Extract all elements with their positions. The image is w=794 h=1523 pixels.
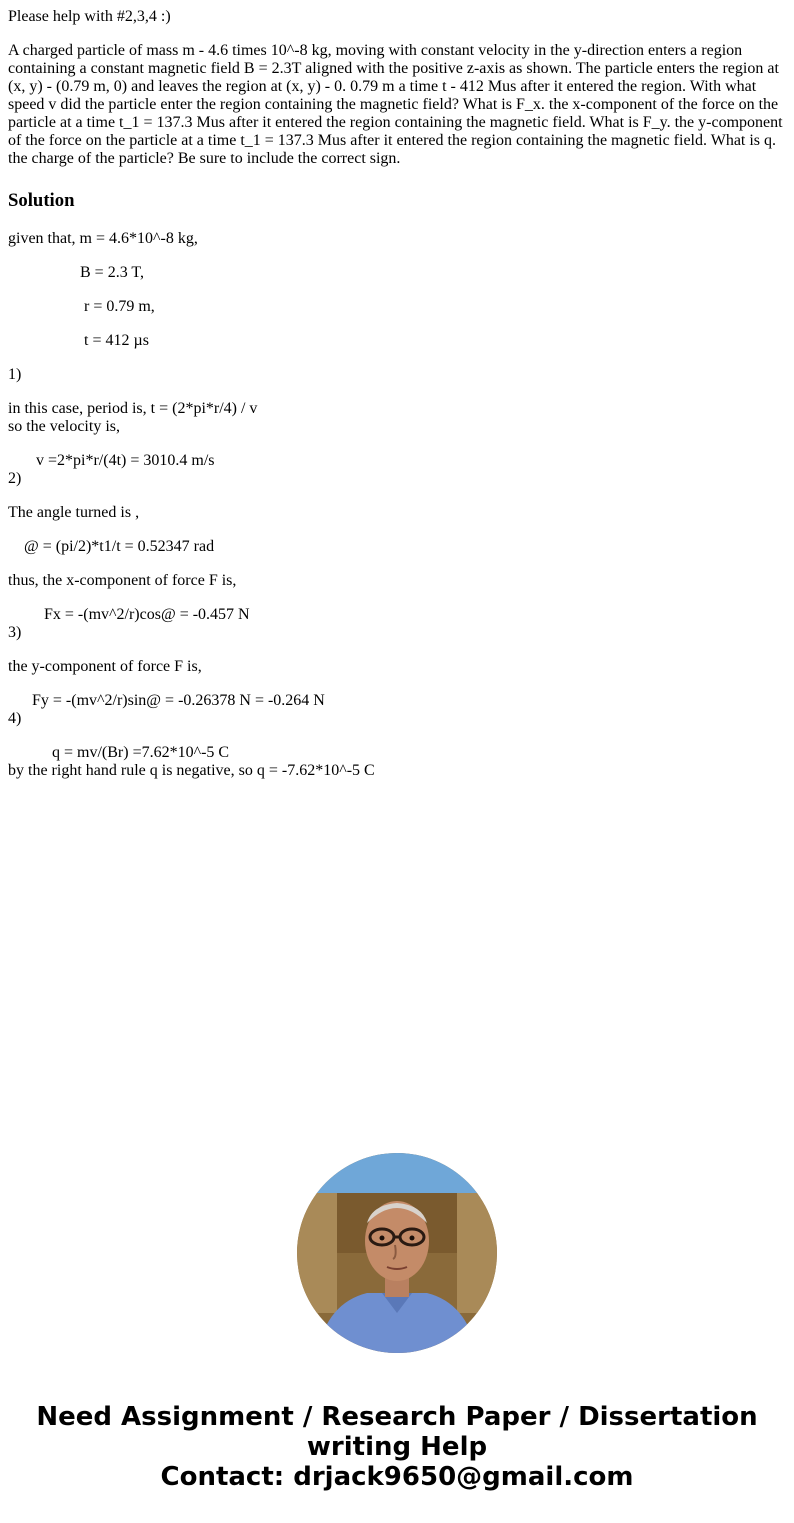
footer-contact: Contact: drjack9650@gmail.com xyxy=(160,1462,634,1492)
part4-line2: by the right hand rule q is negative, so q = -7.62*10^-5 C xyxy=(8,762,375,779)
solution-heading: Solution xyxy=(8,190,75,211)
part2-angle: @ = (pi/2)*t1/t = 0.52347 rad xyxy=(24,538,215,555)
part3-label: 3) xyxy=(8,624,22,641)
question-request: Please help with #2,3,4 :) xyxy=(8,8,171,25)
part2-line2: thus, the x-component of force F is, xyxy=(8,572,237,589)
footer-line-1: Need Assignment / Research Paper / Dissertation xyxy=(36,1402,758,1432)
part1-line1: in this case, period is, t = (2*pi*r/4) / v xyxy=(8,400,258,417)
part2-result: Fx = -(mv^2/r)cos@ = -0.457 N xyxy=(44,606,250,623)
part2-line1: The angle turned is , xyxy=(8,504,140,521)
given-b: B = 2.3 T, xyxy=(80,264,144,281)
given-intro: given that, m = 4.6*10^-8 kg, xyxy=(8,230,198,247)
document-body xyxy=(8,8,786,780)
part2-label: 2) xyxy=(8,470,22,487)
footer-banner xyxy=(0,1402,794,1492)
part4-label: 4) xyxy=(8,710,22,727)
footer-line-2: writing Help xyxy=(306,1432,488,1462)
question-text: A charged particle of mass m - 4.6 times 10^-8 kg, moving with constant velocity in the y-direction enters a region containing a constant magnetic field B = 2.3T aligned with the positive z-axis as shown. The particle enters the region at (x, y) - (0.79 m, 0) and leaves the region at (x, y) - 0. 0.79 m a time t - 412 Mus after it entered the region. With what speed v did the particle enter the region containing the magnetic field? What is F_x. the x-component of the force on the particle at a time t_1 = 137.3 Mus after it entered the region containing the magnetic field. What is F_y. the y-component of the force on the particle at a time t_1 = 137.3 Mus after it entered the region containing the magnetic field. What is q. the charge of the particle? Be sure to include the correct sign. xyxy=(8,42,783,167)
part1-label: 1) xyxy=(8,366,22,383)
given-t: t = 412 µs xyxy=(84,332,149,349)
part1-result: v =2*pi*r/(4t) = 3010.4 m/s xyxy=(36,452,215,469)
avatar-portrait xyxy=(297,1153,497,1353)
part3-line1: the y-component of force F is, xyxy=(8,658,202,675)
author-avatar xyxy=(297,1153,497,1353)
part4-result: q = mv/(Br) =7.62*10^-5 C xyxy=(52,744,230,761)
part1-line2: so the velocity is, xyxy=(8,418,120,435)
part3-result: Fy = -(mv^2/r)sin@ = -0.26378 N = -0.264 N xyxy=(32,692,325,709)
given-r: r = 0.79 m, xyxy=(84,298,155,315)
